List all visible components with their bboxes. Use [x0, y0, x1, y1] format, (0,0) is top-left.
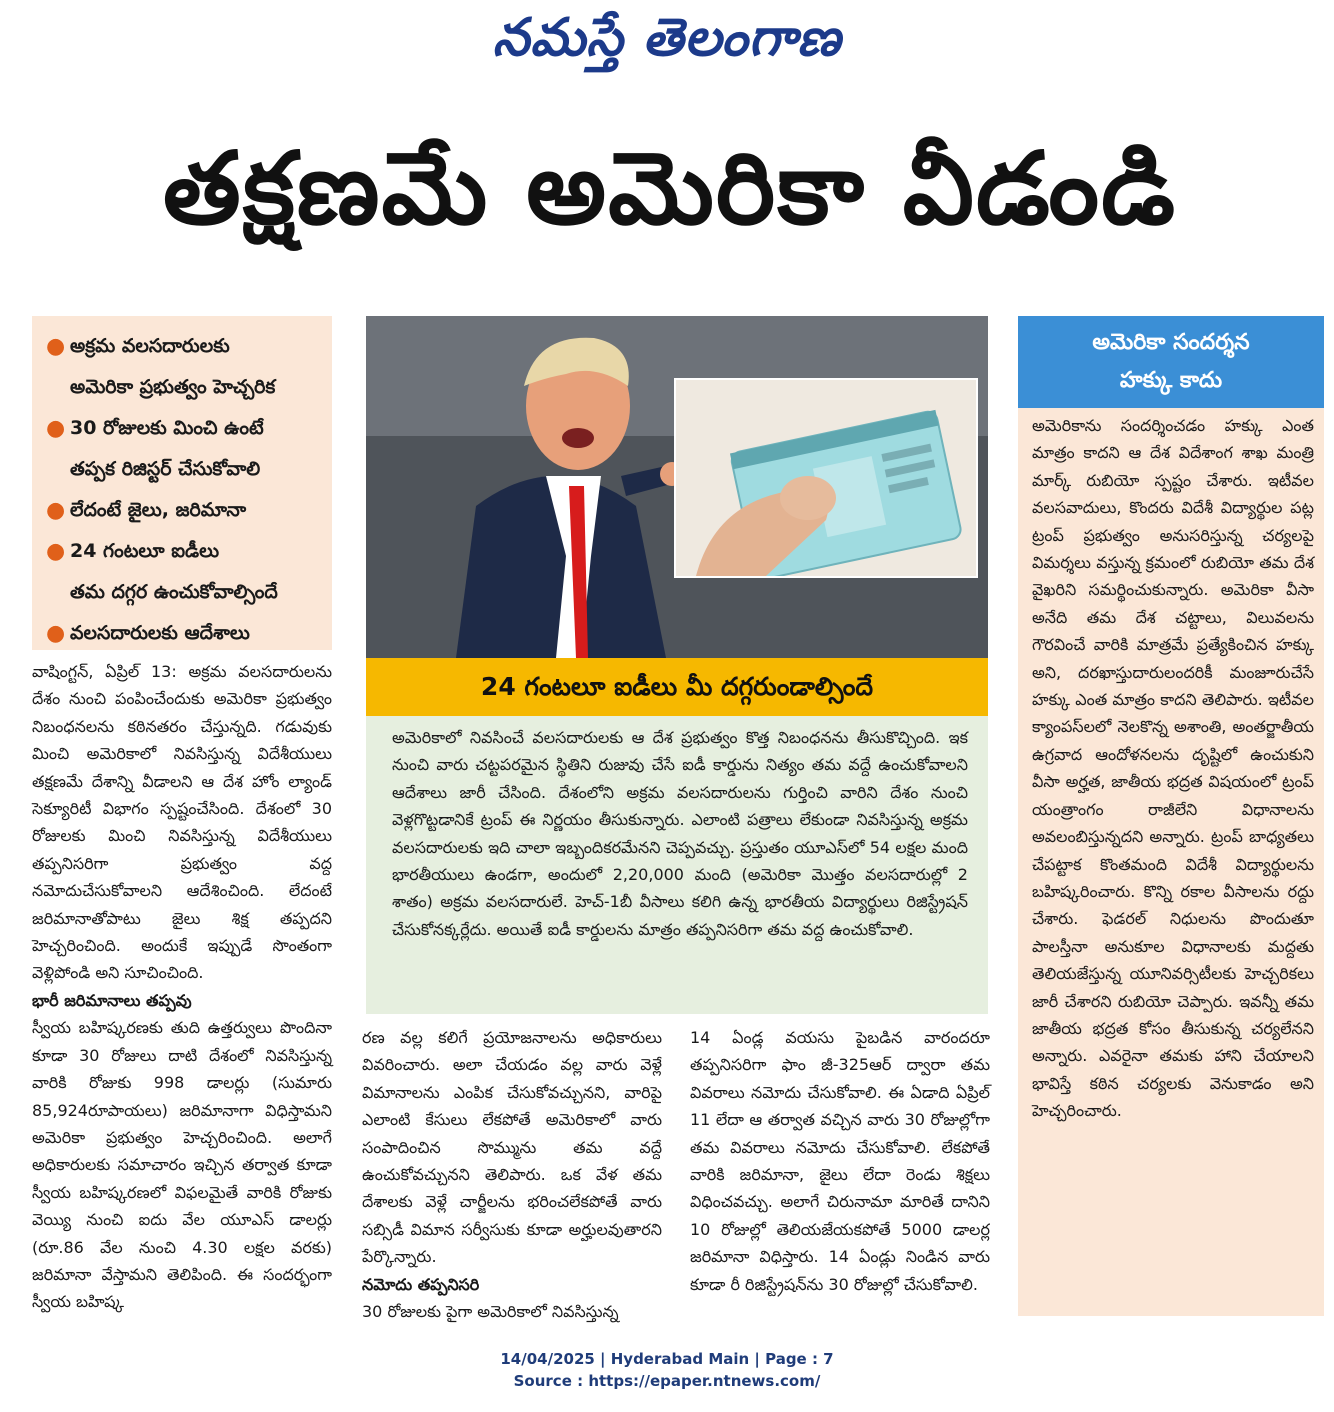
center-story-text: అమెరికాలో నివసించే వలసదారులకు ఆ దేశ ప్రభుత్వం కొత్త నిబంధనను తీసుకొచ్చింది. ఇక నుంచి వారు చట్టపరమైన స్థితిని రుజువు చేసే ఐడీ కార్డును నిత్యం తమ వద్దే ఉంచుకోవాలని ఆదేశాలు జారీ చేసింది. దేశంలోని అక్రమ వలసదారులను గుర్తించి వారిని దేశం నుంచి వెళ్లగొట్టడానికే ట్రంప్ ఈ నిర్ణయం తీసుకున్నారు. ఎలాంటి పత్రాలు లేకుండా నివసిస్తున్న అక్రమ వలసదారులకు ఇది చాలా ఇబ్బందికరమేనని చెప్పవచ్చు. ప్రస్తుతం యూఎస్‌లో 54 లక్షల మంది భారతీయులు ఉండగా, అందులో 2,20,000 మంది (అమెరికా మొత్తం వలసదారుల్లో 2 శాతం) అక్రమ వలసదారులే. హెచ్-1బీ వీసాలు కలిగి ఉన్న భారతీయ విద్యార్థులు రిజిస్ట్రేషన్ చేసుకోనక్కర్లేదు. అయితే ఐడీ కార్డులను మాత్రం తప్పనిసరిగా తమ వద్ద ఉంచుకోవాలి. [392, 728, 968, 939]
footer-date-edition: 14/04/2025 | Hyderabad Main | Page : 7 [500, 1350, 834, 1368]
highlights-box [32, 316, 332, 650]
page-footer [0, 1348, 1334, 1392]
green-card-inset [674, 378, 978, 578]
bullet-icon: ● [46, 416, 66, 441]
highlight-item: ● లేదంటే జైలు, జరిమానా [42, 490, 324, 531]
bullet-icon: ● [46, 621, 66, 646]
article-paragraph: రణ వల్ల కలిగే ప్రయోజనాలను అధికారులు వివరించారు. అలా చేయడం వల్ల వారు వెళ్లే విమానాలను ఎంపిక చేసుకోవచ్చునని, వారిపై ఎలాంటి కేసులు లేకపోతే అమెరికాలో వారు సంపాదించిన సొమ్మును తమ వద్దే ఉంచుకోవచ్చునని తెలిపారు. ఒక వేళ తమ దేశాలకు వెళ్లే చార్జీలను భరించలేకపోతే వారు సబ్సిడీ విమాన సర్వీసుకు కూడా అర్హులవుతారని పేర్కొన్నారు. [362, 1028, 662, 1267]
bullet-icon: ● [46, 334, 66, 359]
highlight-item: ● 24 గంటలూ ఐడీలు తమ దగ్గర ఉంచుకోవాల్సిందే [42, 531, 324, 613]
sidebar-text: అమెరికాను సందర్శించడం హక్కు ఎంత మాత్రం కాదని ఆ దేశ విదేశాంగ శాఖ మంత్రి మార్క్ రుబియో స్పష్టం చేశారు. ఇటీవల వలసవాదులు, కొందరు విదేశీ విద్యార్థుల పట్ల ట్రంప్ ప్రభుత్వం అనుసరిస్తున్న చర్యలపై విమర్శలు వస్తున్న క్రమంలో రుబియో తమ దేశ వైఖరిని సమర్థించుకున్నారు. అమెరికా వీసా అనేది తమ దేశ చట్టాలు, విలువలను గౌరవించే వారికి మాత్రమే ప్రత్యేకించిన హక్కు అని, దరఖాస్తుదారులందరికీ మంజూరుచేసే హక్కు ఎంత మాత్రం కాదని తెలిపారు. ఇటీవల క్యాంపస్‌లలో నెలకొన్న అశాంతి, అంతర్జాతీయ ఉగ్రవాద ఆందోళనలను దృష్టిలో ఉంచుకుని వీసా అర్హత, జాతీయ భద్రత విషయంలో ట్రంప్ యంత్రాంగం రాజీలేని విధానాలను అవలంబిస్తున్నదని అన్నారు. ట్రంప్ బాధ్యతలు చేపట్టాక కొంతమంది విదేశీ విద్యార్థులను బహిష్కరించారు. కొన్ని రకాల వీసాలను రద్దు చేశారు. ఫెడరల్ నిధులను పొందుతూ పాలస్తీనా అనుకూల విధానాలకు మద్దతు తెలియజేస్తున్న యూనివర్సిటీలకు హెచ్చరికలు జారీ చేశారని రుబియో చెప్పారు. ఇవన్నీ తమ జాతీయ భద్రత కోసం తీసుకున్న చర్యలేనని అన్నారు. ఎవరైనా తమకు హాని చేయాలని భావిస్తే కఠిన చర్యలకు వెనుకాడం అని హెచ్చరించారు. [1032, 416, 1314, 1121]
sidebar-story [1018, 316, 1324, 1316]
highlight-item: ● 30 రోజులకు మించి ఉంటే తప్పక రిజిస్టర్ చేసుకోవాలి [42, 408, 324, 490]
bullet-icon: ● [46, 498, 66, 523]
news-photo [366, 316, 988, 658]
photo-headline: 24 గంటలూ ఐడీలు మీ దగ్గరుండాల్సిందే [480, 672, 874, 701]
article-column-2 [362, 1024, 662, 1325]
highlight-item: ● వలసదారులకు ఆదేశాలు [42, 613, 324, 654]
article-subheading: నమోదు తప్పనిసరి [362, 1274, 480, 1294]
sidebar-title-line: అమెరికా సందర్శన [1092, 330, 1250, 355]
article-paragraph: 30 రోజులకు పైగా అమెరికాలో నివసిస్తున్న [362, 1302, 619, 1322]
footer-source-link[interactable]: Source : https://epaper.ntnews.com/ [513, 1372, 821, 1390]
photo-headline-band [366, 658, 988, 716]
main-headline: తక్షణమే అమెరికా వీడండి [162, 130, 1178, 247]
article-paragraph: 14 ఏండ్ల వయసు పైబడిన వారందరూ తప్పనిసరిగా ఫాం జీ-325ఆర్ ద్వారా తమ వివరాలు నమోదు చేసుకోవాలి. ఈ ఏడాది ఏప్రిల్ 11 లేదా ఆ తర్వాత వచ్చిన వారు 30 రోజుల్లోగా తమ వివరాలు నమోదు చేసుకోవాలి. లేకపోతే వారికి జరిమానా, జైలు లేదా రెండు శిక్షలు విధించవచ్చు. అలాగే చిరునామా మారితే దానిని 10 రోజుల్లో తెలియజేయకపోతే 5000 డాలర్ల జరిమానా విధిస్తారు. 14 ఏండ్లు నిండిన వారు కూడా రీ రిజిస్ట్రేషన్‌ను 30 రోజుల్లో చేసుకోవాలి. [690, 1028, 990, 1294]
sidebar-title-line: హక్కు కాదు [1119, 368, 1223, 393]
bullet-icon: ● [46, 539, 66, 564]
highlight-item: ● అక్రమ వలసదారులకు అమెరికా ప్రభుత్వం హెచ్చరిక [42, 326, 324, 408]
article-subheading: భారీ జరిమానాలు తప్పవు [32, 990, 192, 1010]
sidebar-title [1018, 316, 1324, 408]
id-card-illustration [676, 380, 976, 576]
article-paragraph: వాషింగ్టన్, ఏప్రిల్ 13: అక్రమ వలసదారులను దేశం నుంచి పంపించేందుకు అమెరికా ప్రభుత్వం నిబంధనలను కఠినతరం చేస్తున్నది. గడువుకు మించి అమెరికాలో నివసిస్తున్న విదేశీయులు తక్షణమే దేశాన్ని వీడాలని ఆ దేశ హోం ల్యాండ్ సెక్యూరిటీ విభాగం స్పష్టంచేసింది. దేశంలో 30 రోజులకు మించి నివసిస్తున్న విదేశీయులు తప్పనిసరిగా ప్రభుత్వం వద్ద నమోదుచేసుకోవాలని ఆదేశించింది. లేదంటే జరిమానాతోపాటు జైలు శిక్ష తప్పదని హెచ్చరించింది. అందుకే ఇప్పుడే సొంతంగా వెళ్లిపోండి అని సూచించింది. [32, 662, 332, 983]
newspaper-masthead: నమస్తే తెలంగాణ [492, 8, 842, 68]
center-story-box [366, 716, 988, 1014]
article-column-3 [690, 1024, 990, 1298]
article-column-1 [32, 658, 332, 1316]
article-paragraph: స్వీయ బహిష్కరణకు తుది ఉత్తర్వులు పొందినా కూడా 30 రోజులు దాటి దేశంలో నివసిస్తున్న వారికి రోజుకు 998 డాలర్లు (సుమారు 85,924రూపాయలు) జరిమానాగా విధిస్తామని అమెరికా ప్రభుత్వం హెచ్చరించింది. అలాగే అధికారులకు సమాచారం ఇచ్చిన తర్వాత కూడా స్వీయ బహిష్కరణలో విఫలమైతే వారికి రోజుకు వెయ్యి నుంచి ఐదు వేల యూఎస్ డాలర్లు (రూ.86 వేల నుంచి 4.30 లక్షల వరకు) జరిమానా వేస్తామని తెలిపింది. ఈ సందర్భంగా స్వీయ బహిష్క [32, 1018, 332, 1312]
